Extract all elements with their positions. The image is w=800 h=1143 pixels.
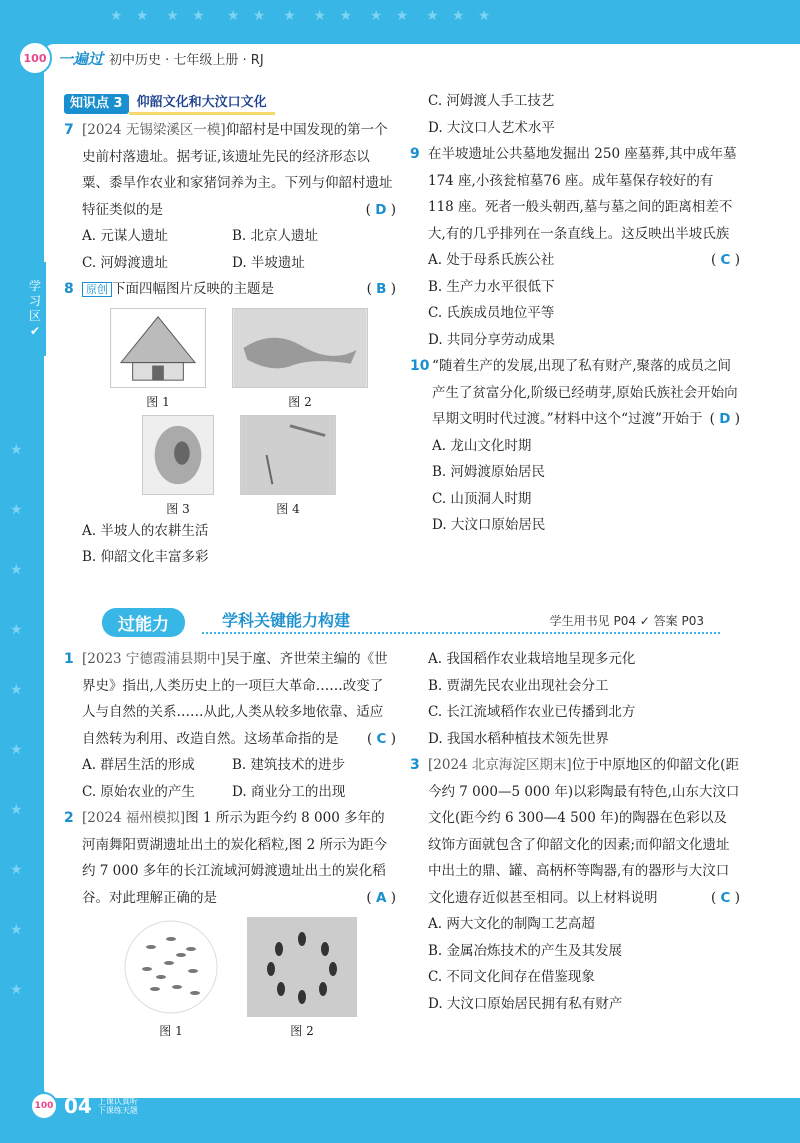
option: C. 山顶洞人时期 [432, 490, 532, 507]
page-header [18, 40, 264, 76]
right-column-bottom [410, 646, 740, 1017]
answer: A [375, 889, 387, 906]
question-b2: 2 [2024 福州模拟]图 1 所示为距今约 8 000 多年的河南舞阳贾湖遗址出土的炭化稻粒,图 2 所示为距今约 7 000 多年的长江流域河姆渡遗址出土的炭化稻谷。对此理解正确的是 ( A ) [64, 810, 396, 906]
bone-tool-image [240, 415, 336, 495]
check-icon: ✔ [29, 324, 41, 338]
answer: C [720, 889, 731, 906]
figure-hut: 图 1 [110, 308, 206, 411]
rice-ring-image [247, 917, 357, 1017]
option: A. 半坡人的农耕生活 [82, 522, 209, 539]
mascot-logo: 100 [18, 41, 52, 75]
right-column-top [410, 88, 740, 539]
option: D. 大汶口原始居民 [432, 517, 546, 533]
question-10: 10 “随着生产的发展,出现了私有财产,聚落的成员之间产生了贫富分化,阶级已经萌芽,原始氏族社会开始向早期文明时代过渡。”材料中这个“过渡”开始于 ( D ) [410, 358, 740, 427]
figure-shell: 图 3 [142, 415, 214, 518]
option: B. 河姆渡原始居民 [432, 464, 546, 480]
brand-name: 一遍过 [58, 49, 104, 68]
answer: C [376, 730, 387, 747]
option: A. 处于母系氏族公社 [428, 252, 555, 268]
option: D. 共同分享劳动成果 [428, 331, 555, 348]
option: D. 商业分工的出现 [232, 783, 346, 800]
option: B. 北京人遗址 [232, 228, 319, 244]
banner-reference: 学生用书见 P04 ✓ 答案 P03 [549, 614, 704, 628]
option: A. 群居生活的形成 [82, 757, 195, 773]
book-title: 初中历史 · 七年级上册 · RJ [109, 52, 264, 68]
question-b3: 3 [2024 北京海淀区期末]位于中原地区的仰韶文化(距今约 7 000—5 000 年)以彩陶最有特色,山东大汶口文化(距今约 6 300—4 500 年)的陶器在色彩以及纹饰方面就包含了仰韶文化的因素;而仰韶文化遗址中出土的鼎、罐、高柄杯等陶器,有的器形与大汶口文化遗存近似甚至相同。以上材料说明 ( C ) [410, 757, 740, 906]
answer: B [376, 281, 387, 297]
option: D. 半坡遗址 [232, 254, 305, 271]
figure-tile: 图 4 [240, 415, 336, 518]
question-9: 9 在半坡遗址公共墓地发掘出 250 座墓葬,其中成年墓174 座,小孩瓮棺墓76 座。成年墓保存较好的有 118 座。死者一般头朝西,墓与墓之间的距离相差不大,有的几乎排列在一条直线上。这反映出半坡氏族 ( C ) [410, 146, 740, 268]
option: C. 长江流域稻作农业已传播到北方 [428, 704, 636, 720]
side-tab-study-area[interactable]: 学 习 区 ✔ [24, 262, 46, 356]
answer: C [720, 252, 731, 268]
star-decoration: ★ ★ ★ ★ ★ ★ ★ ★ ★ ★ [10, 442, 23, 998]
footer-motto: 上课认真听 下课练天题 [97, 1097, 138, 1115]
question-b1: 1 [2023 宁德霞浦县期中]吴于廑、齐世荣主编的《世界史》指出,人类历史上的一项巨大革命……改变了人与自然的关系……从此,人类从较多地依靠、适应自然转为利用、改造自然。这场革命指的是 ( C ) [64, 651, 396, 747]
section-banner [62, 604, 800, 638]
figure-rice-grains: 图 1 [121, 917, 221, 1040]
option: A. 元谋人遗址 [82, 228, 168, 244]
section-heading: 知识点 3 仰韶文化和大汶口文化 [64, 93, 275, 115]
banner-pill: 过能力 [102, 608, 185, 637]
figure-rice-ring: 图 2 [247, 917, 357, 1040]
thatched-hut-image [110, 308, 206, 388]
answer: D [719, 411, 731, 427]
original-badge: 原创 [82, 282, 112, 297]
left-column-bottom [64, 646, 396, 1040]
question-8: 8 原创 下面四幅图片反映的主题是 ( B ) [64, 281, 396, 297]
option: B. 金属冶炼技术的产生及其发展 [428, 942, 623, 959]
banner-title: 学科关键能力构建 [222, 611, 351, 630]
option: B. 仰韶文化丰富多彩 [82, 549, 209, 565]
option: A. 我国稻作农业栽培地呈现多元化 [428, 651, 636, 667]
option: C. 河姆渡人手工技艺 [428, 93, 555, 109]
option: D. 大汶口原始居民拥有私有财产 [428, 995, 623, 1012]
page-number: 04 [64, 1094, 92, 1118]
mascot-logo: 100 [30, 1092, 58, 1120]
figure-artifact: 图 2 [232, 308, 368, 411]
option: B. 生产力水平很低下 [428, 278, 555, 295]
answer: D [375, 201, 387, 218]
question-7: 7 [2024 无锡梁溪区一模]仰韶村是中国发现的第一个史前村落遗址。据考证,该遗址先民的经济形态以粟、黍旱作农业和家猪饲养为主。下列与仰韶村遗址特征类似的是 ( D ) [64, 122, 396, 218]
option: D. 大汶口人艺术水平 [428, 119, 555, 136]
option: A. 两大文化的制陶工艺高超 [428, 916, 595, 932]
option: A. 龙山文化时期 [432, 437, 532, 454]
option: C. 原始农业的产生 [82, 783, 195, 800]
jade-artifact-image [232, 308, 368, 388]
option: B. 建筑技术的进步 [232, 757, 346, 773]
rice-grains-image [121, 917, 221, 1017]
star-decoration: ★ ★ ★ ★ ★ ★ ★ ★ ★ ★ ★ ★ ★ ★ [110, 8, 491, 24]
option: C. 氏族成员地位平等 [428, 305, 555, 321]
option: D. 我国水稻种植技术领先世界 [428, 730, 609, 747]
option: B. 贾湖先民农业出现社会分工 [428, 677, 609, 694]
left-column-top [64, 90, 396, 571]
option: C. 不同文化间存在借鉴现象 [428, 969, 595, 985]
shell-ornament-image [142, 415, 214, 495]
banner-divider [202, 632, 720, 634]
option: C. 河姆渡遗址 [82, 254, 168, 271]
page-footer [30, 1092, 138, 1120]
